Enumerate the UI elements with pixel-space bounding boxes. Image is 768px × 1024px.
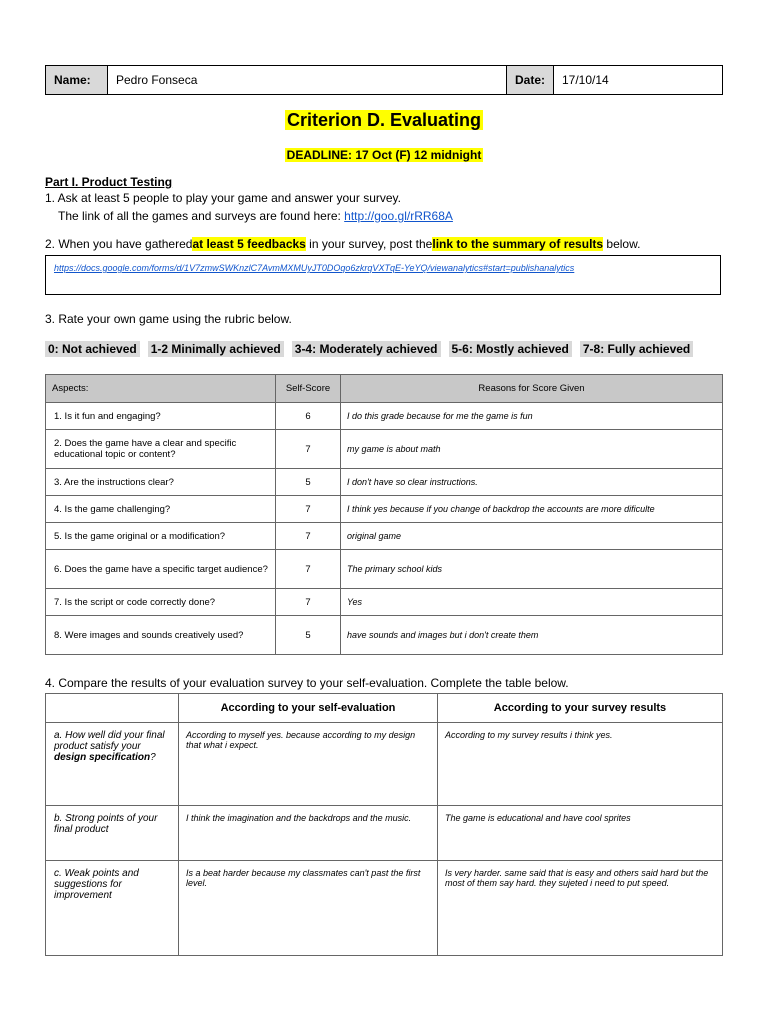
rubric-level: 3-4: Moderately achieved [292,341,441,357]
deadline: DEADLINE: 17 Oct (F) 12 midnight [286,148,482,162]
score-cell: 7 [276,496,341,523]
name-label: Name: [46,66,108,95]
reason-cell: original game [341,523,723,550]
score-cell: 7 [276,523,341,550]
self-eval-header: According to your self-evaluation [179,694,438,723]
survey-results-header: According to your survey results [438,694,723,723]
aspect-cell: 5. Is the game original or a modification? [46,523,276,550]
rubric-level: 1-2 Minimally achieved [148,341,284,357]
self-score-header: Self-Score [276,375,341,403]
rubric-level: 7-8: Fully achieved [580,341,693,357]
question-text: a. How well did your final product satisfy your [54,730,165,752]
summary-url-link[interactable]: https://docs.google.com/forms/d/1V7zmwSWKnzlC7AvmMXMUyJT0DOqo6zkrqVXTqE-YeYQ/viewanalytics#start=publishanalytics [54,263,575,273]
table-row [46,403,723,430]
summary-url-box [45,255,721,295]
games-link[interactable]: http://goo.gl/rRR68A [344,209,453,223]
student-info-table [45,65,723,95]
score-cell: 5 [276,469,341,496]
date-value: 17/10/14 [554,66,723,95]
question-suffix: ? [150,752,156,763]
table-row [46,723,723,806]
reason-cell: I do this grade because for me the game is fun [341,403,723,430]
question-bold: design specification [54,752,151,763]
rubric-level: 0: Not achieved [45,341,140,357]
table-row [46,861,723,956]
score-cell: 7 [276,430,341,469]
survey-cell: The game is educational and have cool sprites [438,806,723,861]
compare-header-empty [46,694,179,723]
score-cell: 6 [276,403,341,430]
aspects-table [45,374,723,655]
self-eval-cell: I think the imagination and the backdrops and the music. [179,806,438,861]
reason-cell: Yes [341,589,723,616]
step2-part-a: 2. When you have gathered [45,237,193,251]
step2-highlight-feedbacks: at least 5 feedbacks [192,237,306,251]
reason-cell: I don't have so clear instructions. [341,469,723,496]
step2-part-b: in your survey, post the [305,237,433,251]
survey-cell: Is very harder. same said that is easy and others said hard but the most of them say hard. they sujeted i need to put speed. [438,861,723,956]
step1-link-intro: The link of all the games and surveys are found here: [58,209,345,223]
table-row [46,523,723,550]
self-eval-cell: Is a beat harder because my classmates can't past the first level. [179,861,438,956]
rubric-scale [45,342,725,356]
step2-text [45,236,640,252]
self-eval-cell: According to myself yes. because according to my design that what i expect. [179,723,438,806]
name-value: Pedro Fonseca [108,66,507,95]
table-row [46,589,723,616]
step2-highlight-link: link to the summary of results [432,237,604,251]
page-title: Criterion D. Evaluating [286,110,482,130]
score-cell: 5 [276,616,341,655]
reason-cell: I think yes because if you change of backdrop the accounts are more dificulte [341,496,723,523]
step1-text: 1. Ask at least 5 people to play your game and answer your survey. [45,191,401,205]
question-cell [46,723,179,806]
reason-cell: my game is about math [341,430,723,469]
aspect-cell: 8. Were images and sounds creatively used? [46,616,276,655]
table-row [46,469,723,496]
question-cell: c. Weak points and suggestions for improvement [46,861,179,956]
date-label: Date: [506,66,553,95]
aspect-cell: 3. Are the instructions clear? [46,469,276,496]
score-cell: 7 [276,550,341,589]
reason-cell: The primary school kids [341,550,723,589]
step4-text: 4. Compare the results of your evaluation survey to your self-evaluation. Complete the table below. [45,676,569,690]
aspect-cell: 1. Is it fun and engaging? [46,403,276,430]
table-row [46,430,723,469]
rubric-level: 5-6: Mostly achieved [449,341,572,357]
table-row [46,806,723,861]
table-row [46,496,723,523]
table-row [46,616,723,655]
score-cell: 7 [276,589,341,616]
compare-table [45,693,723,956]
table-row [46,550,723,589]
question-cell: b. Strong points of your final product [46,806,179,861]
aspect-cell: 4. Is the game challenging? [46,496,276,523]
survey-cell: According to my survey results i think yes. [438,723,723,806]
reasons-header: Reasons for Score Given [341,375,723,403]
aspects-header: Aspects: [46,375,276,403]
step3-text: 3. Rate your own game using the rubric below. [45,312,292,326]
part1-heading: Part I. Product Testing [45,175,173,189]
reason-cell: have sounds and images but i don't create them [341,616,723,655]
aspect-cell: 2. Does the game have a clear and specific educational topic or content? [46,430,276,469]
aspect-cell: 7. Is the script or code correctly done? [46,589,276,616]
step2-part-c: below. [603,237,641,251]
step1-link-line [58,208,453,224]
aspect-cell: 6. Does the game have a specific target audience? [46,550,276,589]
